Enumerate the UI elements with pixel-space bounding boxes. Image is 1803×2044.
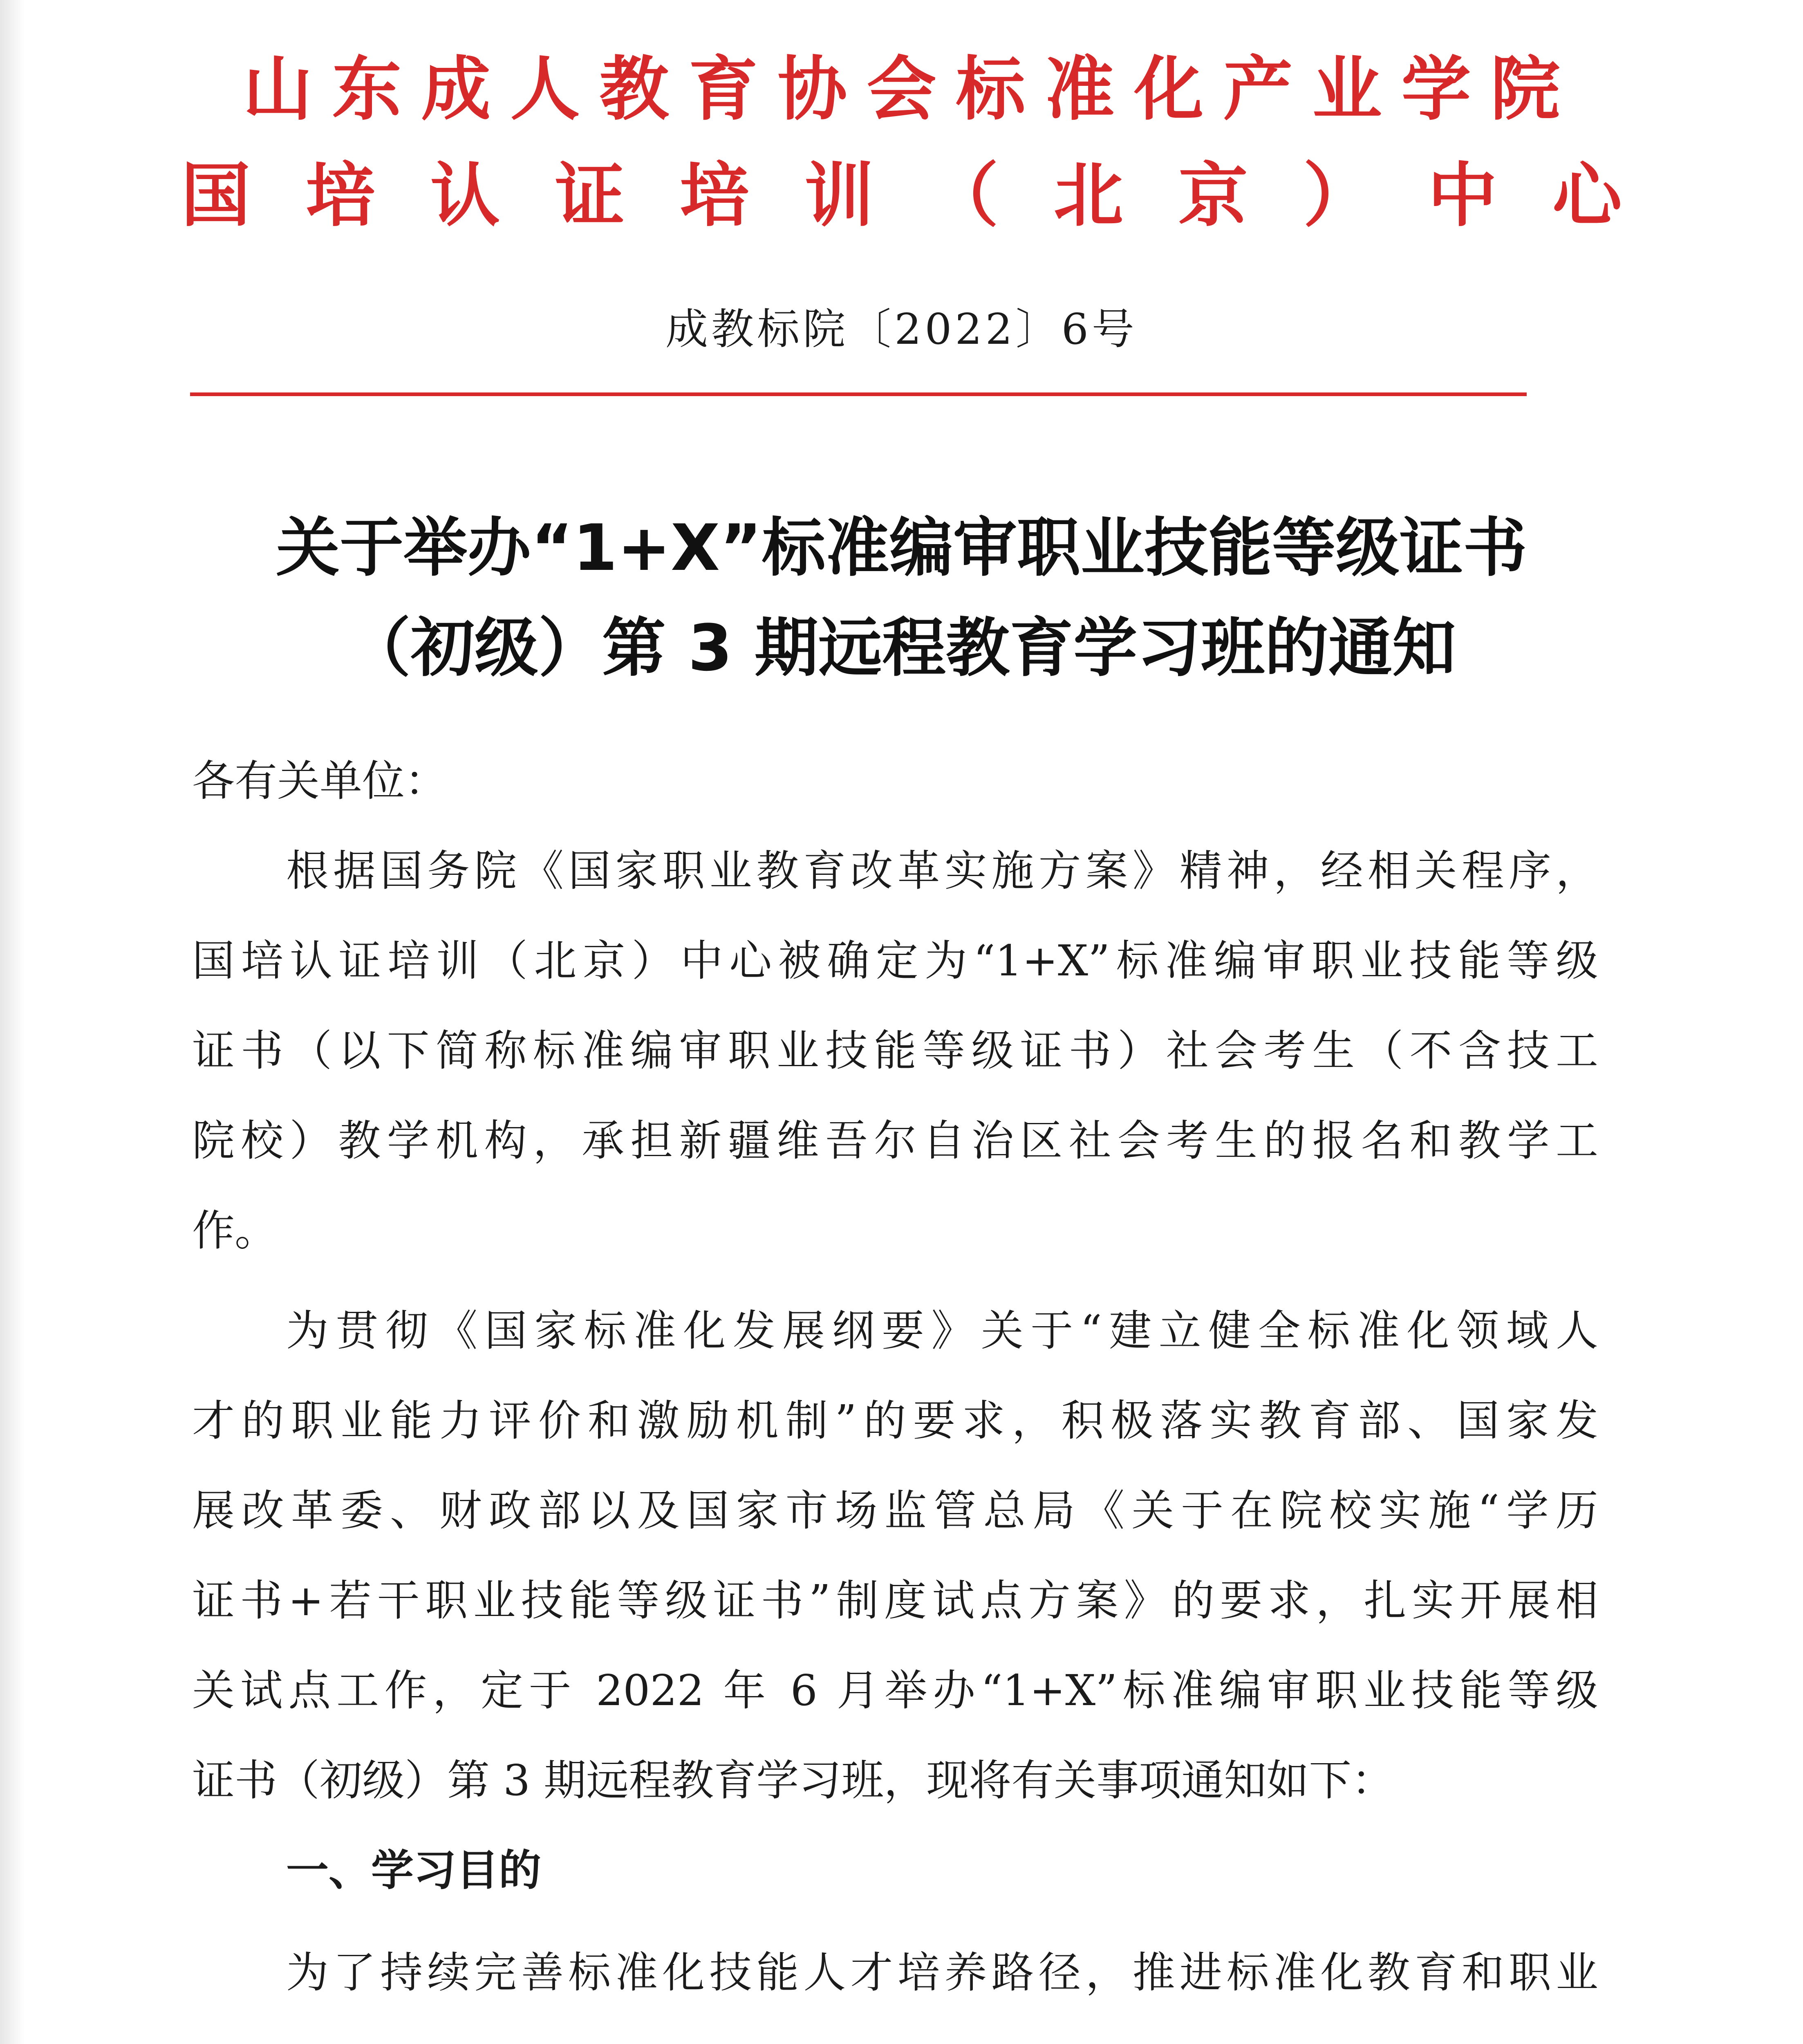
issuer-name-line2: 国培认证培训（北京）中心 — [181, 155, 1677, 236]
paragraph-line: 院校）教学机构，承担新疆维吾尔自治区社会考生的报名和教学工 — [192, 1116, 1598, 1165]
paragraph-line: 国培认证培训（北京）中心被确定为“1+X”标准编审职业技能等级 — [192, 936, 1598, 986]
paragraph-line: 作。 — [192, 1206, 278, 1255]
paragraph-line: 证书（以下简称标准编审职业技能等级证书）社会考生（不含技工 — [192, 1026, 1598, 1076]
paragraph-line: 为了持续完善标准化技能人才培养路径，推进标准化教育和职业 — [286, 1948, 1598, 1997]
document-number: 成教标院〔2022〕6号 — [665, 304, 1138, 354]
notice-title-line1: 关于举办“1+X”标准编审职业技能等级证书 — [276, 511, 1527, 585]
paragraph-line: 证书+若干职业技能等级证书”制度试点方案》的要求，扎实开展相 — [192, 1576, 1598, 1625]
paragraph-line: 根据国务院《国家职业教育改革实施方案》精神，经相关程序， — [286, 846, 1598, 896]
notice-title-line2: （初级）第 3 期远程教育学习班的通知 — [347, 611, 1456, 685]
paragraph-line: 为贯彻《国家标准化发展纲要》关于“建立健全标准化领域人 — [286, 1306, 1598, 1356]
paragraph-line: 关试点工作，定于 2022 年 6 月举办“1+X”标准编审职业技能等级 — [192, 1665, 1598, 1715]
paragraph-line: 展改革委、财政部以及国家市场监管总局《关于在院校实施“学历 — [192, 1486, 1598, 1535]
red-separator-rule — [190, 392, 1527, 396]
paragraph-line: 证书（初级）第 3 期远程教育学习班，现将有关事项通知如下： — [192, 1755, 1394, 1805]
issuer-name-line1: 山东成人教育协会标准化产业学院 — [243, 48, 1580, 130]
salutation: 各有关单位： — [192, 756, 448, 806]
paragraph-line: 才的职业能力评价和激励机制”的要求，积极落实教育部、国家发 — [192, 1396, 1598, 1446]
section-heading: 一、学习目的 — [286, 1845, 542, 1895]
